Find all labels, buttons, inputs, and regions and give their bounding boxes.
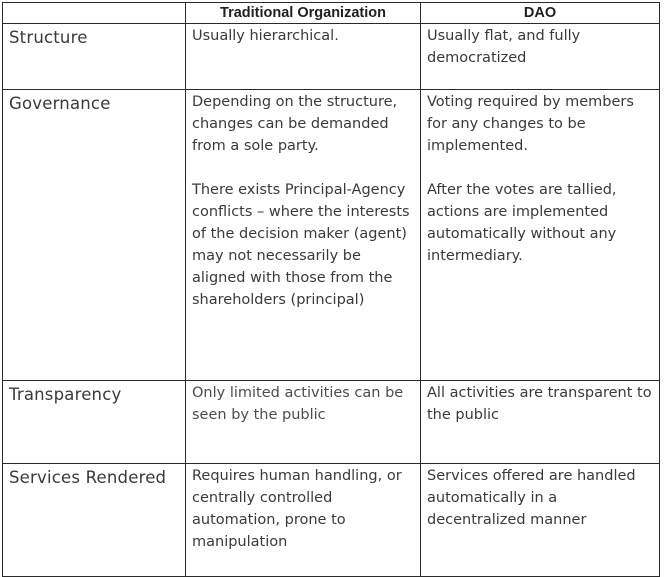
cell-text: Only limited activities can be seen by the public [192,385,404,423]
table-row-governance [3,90,660,381]
cell-text: Usually flat, and fully democratized [427,28,581,66]
cell-structure-traditional [186,24,421,90]
cell-services-traditional [186,464,421,577]
header-dao: DAO [421,3,660,24]
table-row-transparency [3,381,660,464]
row-label-governance: Governance [3,90,186,381]
header-traditional-organization: Traditional Organization [186,3,421,24]
cell-text: Voting required by members for any changes to be implemented. [427,94,634,154]
cell-governance-dao [421,90,660,381]
cell-text: Requires human handling, or centrally controlled automation, prone to manipulation [192,468,402,550]
cell-structure-dao [421,24,660,90]
cell-governance-traditional [186,90,421,381]
header-empty-cell [3,3,186,24]
cell-text: After the votes are tallied, actions are implemented automatically without any intermediary. [427,182,617,264]
table-row-structure [3,24,660,90]
row-label-transparency: Transparency [3,381,186,464]
cell-text: Depending on the structure, changes can be demanded from a sole party. [192,94,398,154]
cell-text: All activities are transparent to the public [427,385,652,423]
row-label-services-rendered: Services Rendered [3,464,186,577]
cell-services-dao [421,464,660,577]
row-label-structure: Structure [3,24,186,90]
cell-transparency-traditional [186,381,421,464]
cell-transparency-dao [421,381,660,464]
comparison-table [2,2,660,577]
header-row [3,3,660,24]
table-row-services-rendered [3,464,660,577]
cell-text: Usually hierarchical. [192,28,339,44]
cell-text: There exists Principal-Agency conflicts – where the interests of the decision maker (agent) may not necessarily be aligned with those from the shareholders (principal) [192,182,410,308]
cell-text: Services offered are handled automatically in a decentralized manner [427,468,636,528]
